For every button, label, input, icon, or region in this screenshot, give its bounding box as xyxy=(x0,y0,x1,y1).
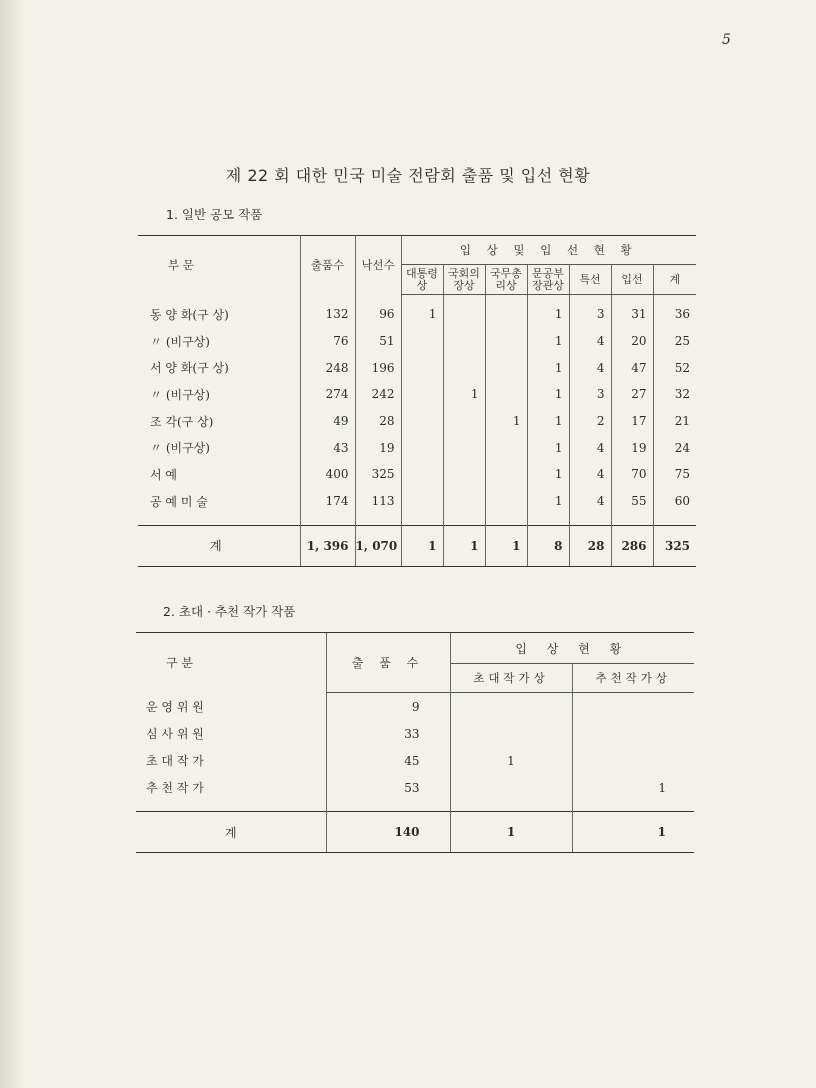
cell-minister: 1 xyxy=(527,295,569,328)
cell-rejected: 325 xyxy=(355,461,401,488)
section-1-heading: 1. 일반 공모 작품 xyxy=(166,207,263,222)
header-category-label: 부 문 xyxy=(168,258,194,273)
cell-invited-award xyxy=(450,693,572,721)
cell-presidential xyxy=(401,408,443,435)
cell-rejected: 19 xyxy=(355,434,401,461)
cell-special: 4 xyxy=(569,328,611,355)
cell-premier xyxy=(485,461,527,488)
header-minister: 문공부장관상 xyxy=(527,265,569,295)
cell-invited-award xyxy=(450,720,572,747)
t2-header-awards-group: 입 상 현 황 xyxy=(450,633,694,664)
cell-special: 4 xyxy=(569,461,611,488)
row-category: 동 양 화(구 상) xyxy=(150,307,229,322)
cell-premier xyxy=(485,434,527,461)
t2-total-recommended: 1 xyxy=(572,812,694,853)
cell-presidential xyxy=(401,354,443,381)
page-title: 제 22 회 대한 민국 미술 전람회 출품 및 입선 현황 xyxy=(225,166,591,185)
cell-submitted: 45 xyxy=(326,747,450,774)
cell-total: 52 xyxy=(653,354,696,381)
cell-rejected: 242 xyxy=(355,381,401,408)
total-submitted: 1, 396 xyxy=(300,525,355,566)
cell-assembly xyxy=(443,488,485,515)
header-special: 특선 xyxy=(569,265,611,295)
cell-selected: 20 xyxy=(611,328,653,355)
table-row xyxy=(138,328,696,355)
cell-presidential xyxy=(401,381,443,408)
table-row xyxy=(138,381,696,408)
header-presidential: 대통령상 xyxy=(401,265,443,295)
cell-total: 25 xyxy=(653,328,696,355)
cell-submitted: 53 xyxy=(326,774,450,801)
cell-total: 36 xyxy=(653,295,696,328)
t2-total-submitted: 140 xyxy=(326,812,450,853)
cell-total: 21 xyxy=(653,408,696,435)
invited-recommended-table xyxy=(136,632,694,853)
cell-special: 3 xyxy=(569,381,611,408)
total-assembly: 1 xyxy=(443,525,485,566)
t2-header-category xyxy=(136,633,326,693)
cell-submitted: 248 xyxy=(300,354,355,381)
t2-header-recommended-award: 추천작가상 xyxy=(572,664,694,693)
t2-header-category-label: 구 분 xyxy=(166,656,193,671)
table-row xyxy=(138,408,696,435)
cell-invited-award xyxy=(450,774,572,801)
cell-minister: 1 xyxy=(527,354,569,381)
header-awards-group: 입 상 및 입 선 현 황 xyxy=(401,236,696,265)
section-2-heading: 2. 초대 · 추천 작가 작품 xyxy=(163,604,296,619)
cell-selected: 27 xyxy=(611,381,653,408)
cell-premier xyxy=(485,295,527,328)
cell-special: 2 xyxy=(569,408,611,435)
cell-submitted: 43 xyxy=(300,434,355,461)
header-rejected: 낙선수 xyxy=(355,236,401,295)
table-total-row xyxy=(138,525,696,566)
total-label: 계 xyxy=(138,525,300,566)
cell-premier xyxy=(485,328,527,355)
table-row xyxy=(138,434,696,461)
cell-minister: 1 xyxy=(527,488,569,515)
cell-submitted: 49 xyxy=(300,408,355,435)
row-category: 서 양 화(구 상) xyxy=(150,361,229,376)
cell-rejected: 28 xyxy=(355,408,401,435)
cell-submitted: 132 xyxy=(300,295,355,328)
row-category: 운 영 위 원 xyxy=(146,699,204,714)
cell-submitted: 400 xyxy=(300,461,355,488)
cell-presidential: 1 xyxy=(401,295,443,328)
cell-minister: 1 xyxy=(527,381,569,408)
cell-submitted: 274 xyxy=(300,381,355,408)
cell-selected: 17 xyxy=(611,408,653,435)
cell-assembly xyxy=(443,434,485,461)
cell-rejected: 96 xyxy=(355,295,401,328)
cell-assembly xyxy=(443,295,485,328)
table-row xyxy=(136,720,694,747)
header-assembly: 국회의장상 xyxy=(443,265,485,295)
cell-invited-award: 1 xyxy=(450,747,572,774)
cell-selected: 31 xyxy=(611,295,653,328)
cell-minister: 1 xyxy=(527,461,569,488)
table-row xyxy=(136,747,694,774)
cell-assembly xyxy=(443,408,485,435)
cell-submitted: 174 xyxy=(300,488,355,515)
cell-assembly xyxy=(443,354,485,381)
table-row xyxy=(136,693,694,721)
cell-special: 4 xyxy=(569,488,611,515)
cell-special: 3 xyxy=(569,295,611,328)
cell-selected: 19 xyxy=(611,434,653,461)
row-category: 초 대 작 가 xyxy=(146,754,204,768)
total-rejected: 1, 070 xyxy=(355,525,401,566)
header-selected: 입선 xyxy=(611,265,653,295)
cell-submitted: 9 xyxy=(326,693,450,721)
table-row xyxy=(138,295,696,328)
cell-total: 75 xyxy=(653,461,696,488)
cell-minister: 1 xyxy=(527,434,569,461)
t2-total-label: 계 xyxy=(136,812,326,853)
cell-selected: 55 xyxy=(611,488,653,515)
cell-selected: 47 xyxy=(611,354,653,381)
cell-submitted: 76 xyxy=(300,328,355,355)
cell-assembly: 1 xyxy=(443,381,485,408)
table-row xyxy=(138,461,696,488)
cell-total: 32 xyxy=(653,381,696,408)
row-category: 심 사 위 원 xyxy=(146,727,204,741)
total-special: 28 xyxy=(569,525,611,566)
cell-recommended-award xyxy=(572,747,694,774)
cell-rejected: 51 xyxy=(355,328,401,355)
cell-selected: 70 xyxy=(611,461,653,488)
cell-minister: 1 xyxy=(527,408,569,435)
row-category: 조 각(구 상) xyxy=(150,414,214,429)
cell-special: 4 xyxy=(569,434,611,461)
t2-header-invited-award: 초대작가상 xyxy=(450,664,572,693)
table-row xyxy=(138,354,696,381)
total-minister: 8 xyxy=(527,525,569,566)
cell-presidential xyxy=(401,328,443,355)
total-presidential: 1 xyxy=(401,525,443,566)
total-premier: 1 xyxy=(485,525,527,566)
cell-presidential xyxy=(401,488,443,515)
row-category: 추 천 작 가 xyxy=(146,781,204,795)
cell-total: 24 xyxy=(653,434,696,461)
cell-assembly xyxy=(443,461,485,488)
t2-total-invited: 1 xyxy=(450,812,572,853)
cell-assembly xyxy=(443,328,485,355)
row-category: 〃 (비구상) xyxy=(150,334,210,349)
header-total: 계 xyxy=(653,265,696,295)
cell-premier xyxy=(485,488,527,515)
row-category: 서 예 xyxy=(150,467,177,482)
t2-header-submitted: 출 품 수 xyxy=(326,633,450,693)
header-premier: 국무총리상 xyxy=(485,265,527,295)
total-selected: 286 xyxy=(611,525,653,566)
row-category: 공 예 미 술 xyxy=(150,494,208,509)
cell-rejected: 196 xyxy=(355,354,401,381)
cell-presidential xyxy=(401,434,443,461)
cell-recommended-award xyxy=(572,693,694,721)
cell-presidential xyxy=(401,461,443,488)
row-category: 〃 (비구상) xyxy=(150,387,210,402)
row-category: 〃 (비구상) xyxy=(150,441,210,456)
table-row xyxy=(136,774,694,801)
page-number: 5 xyxy=(722,32,731,48)
cell-rejected: 113 xyxy=(355,488,401,515)
cell-premier xyxy=(485,381,527,408)
cell-recommended-award xyxy=(572,720,694,747)
t2-total-row xyxy=(136,812,694,853)
header-submitted: 출품수 xyxy=(300,236,355,295)
table-row xyxy=(138,488,696,515)
cell-premier xyxy=(485,354,527,381)
cell-submitted: 33 xyxy=(326,720,450,747)
cell-premier: 1 xyxy=(485,408,527,435)
header-category xyxy=(138,236,300,295)
total-all: 325 xyxy=(653,525,696,566)
cell-recommended-award: 1 xyxy=(572,774,694,801)
cell-total: 60 xyxy=(653,488,696,515)
general-entries-table xyxy=(138,235,696,567)
cell-minister: 1 xyxy=(527,328,569,355)
cell-special: 4 xyxy=(569,354,611,381)
